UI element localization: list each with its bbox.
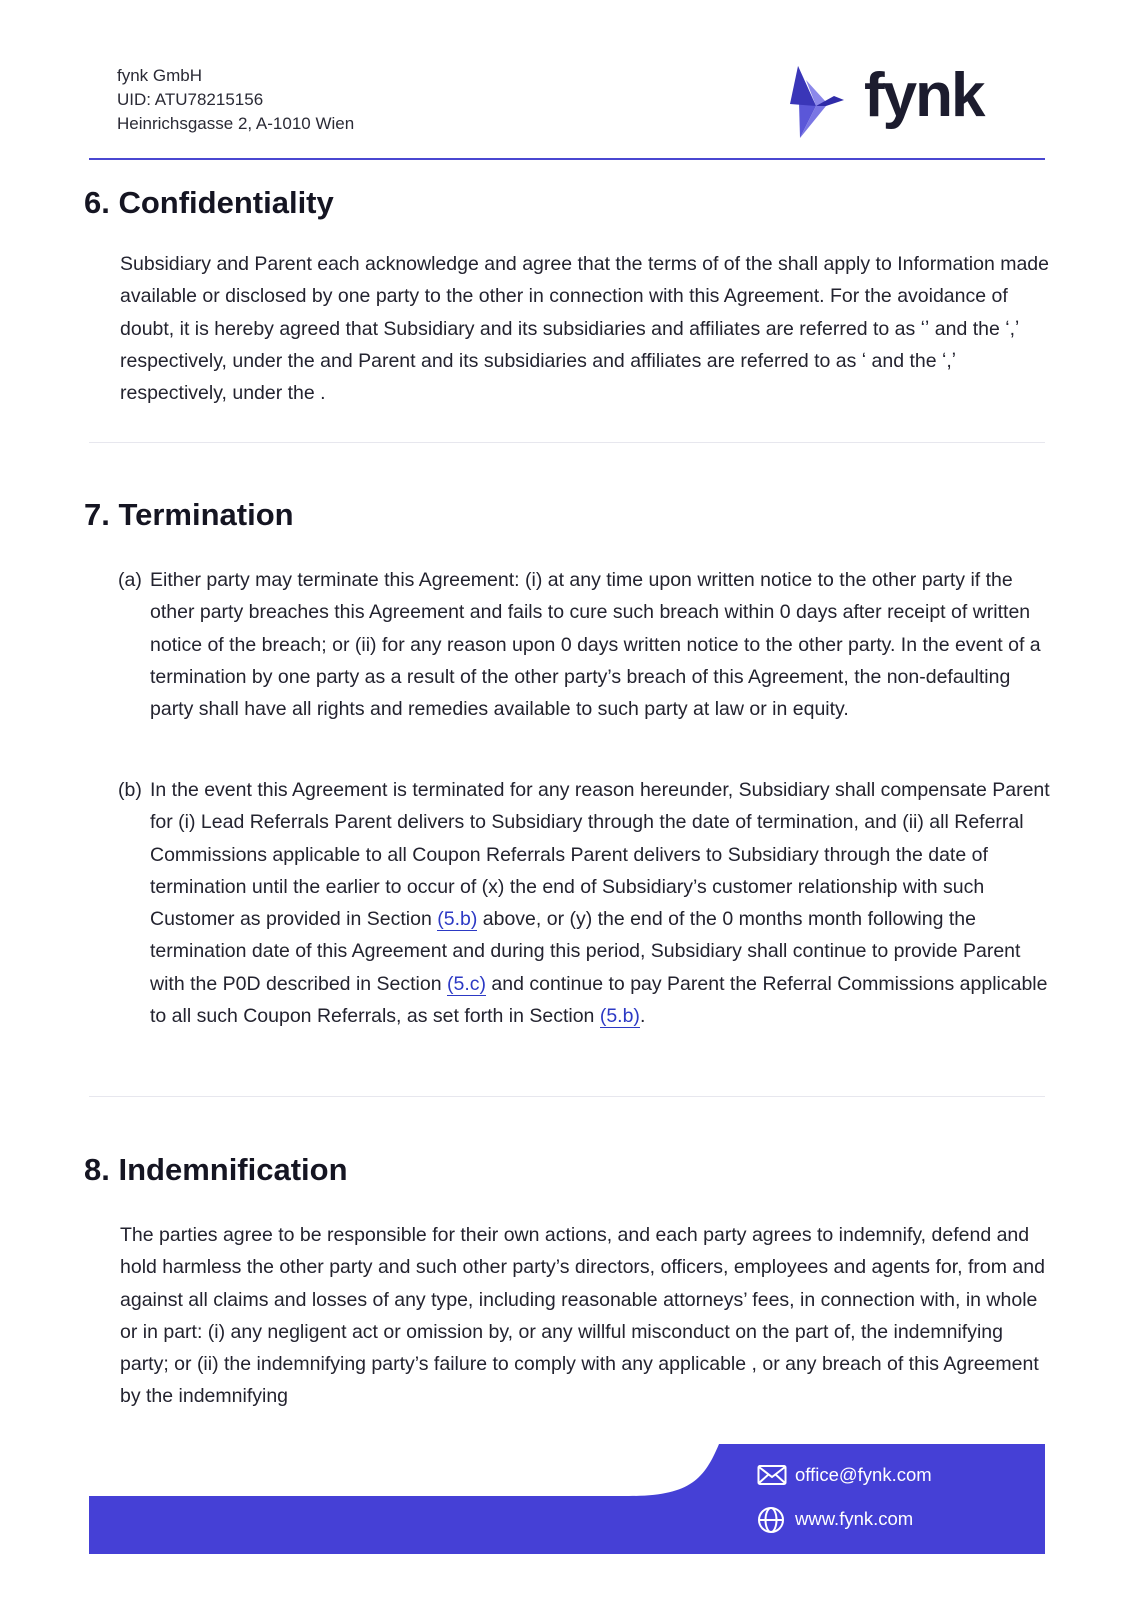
section-title-indemnification: 8. Indemnification <box>84 1152 348 1187</box>
clause-marker: (b) <box>118 779 142 801</box>
indemnification-paragraph: The parties agree to be responsible for their own actions, and each party agrees to indemnify, defend and hold harmless the other party and such other party’s directors, officers, employees and agents for, from and against all claims and losses of any type, including reasonable attorneys’ fees, in connection with, in whole or in part: (i) any negligent act or omission by, or any willful misconduct on the part of, the indemnifying party; or (ii) the indemnifying party’s failure to comply with any applicable , or any breach of this Agreement by the indemnifying <box>120 1224 1045 1408</box>
section-title-confidentiality: 6. Confidentiality <box>84 185 334 220</box>
company-address: Heinrichsgasse 2, A-1010 Wien <box>117 114 355 133</box>
footer-bar <box>89 1444 1045 1554</box>
header-divider <box>89 158 1045 160</box>
footer-email-text[interactable]: office@fynk.com <box>795 1464 932 1485</box>
company-info <box>117 64 354 136</box>
clause-a-text: Either party may terminate this Agreement: (i) at any time upon written notice to the other party if the other party breaches this Agreement and fails to cure such breach within 0 days after receipt of written notice of the breach; or (ii) for any reason upon 0 days written notice to the other party. In the event of a termination by one party as a result of the other party’s breach of this Agreement, the non-defaulting party shall have all rights and remedies available to such party at law or in equity. <box>150 569 1041 721</box>
company-name: fynk GmbH <box>117 66 203 85</box>
clause-b-text-3: and continue to pay Parent the Referral Commissions applicable to all such Coupon Referrals, as set forth in Section <box>150 972 1048 1028</box>
clause-b-text-1: In the event this Agreement is terminated for any reason hereunder, Subsidiary shall compensate Parent for (i) Lead Referrals Parent delivers to Subsidiary through the date of termination, and (ii) all Referral Commissions applicable to all Coupon Referrals Parent delivers to Subsidiary through the date of termination until the earlier to occur of (x) the end of Subsidiary’s customer relationship with such Customer as provided in Section <box>150 779 1050 931</box>
confidentiality-paragraph: Subsidiary and Parent each acknowledge and agree that the terms of of the shall apply to Information made available or disclosed by one party to the other in connection with this Agreement. For the avoidance of doubt, it is hereby agreed that Subsidiary and its subsidiaries and affiliates are referred to as ʻʼ and the ʻ,ʼ respectively, under the and Parent and its subsidiaries and affiliates are referred to as ʻ and the ʻ,ʼ respectively, under the . <box>120 253 1049 405</box>
clause-b-text-4: . <box>639 1005 646 1028</box>
section-divider <box>89 1096 1045 1097</box>
section-title-termination: 7. Termination <box>84 497 294 532</box>
footer-website-text[interactable]: www.fynk.com <box>795 1508 914 1529</box>
bird-logo-icon <box>786 62 850 142</box>
section-divider <box>89 442 1045 443</box>
clause-b-text-2: above, or (y) the end of the 0 months month following the termination date of this Agreement and during this period, Subsidiary shall continue to provide Parent with the P0D described in Section <box>150 908 1021 995</box>
envelope-icon <box>757 1462 787 1488</box>
clause-marker: (a) <box>118 569 142 591</box>
termination-clause-b <box>118 774 1055 1032</box>
footer-background <box>89 1444 1045 1554</box>
fynk-logo <box>806 62 1006 142</box>
globe-icon <box>757 1506 785 1534</box>
section-link-5c[interactable]: (5.c) <box>447 972 486 995</box>
section-link-5b[interactable]: (5.b) <box>599 1005 640 1028</box>
termination-clause-a <box>118 564 1055 725</box>
logo-wordmark: fynk <box>864 61 984 130</box>
company-uid: UID: ATU78215156 <box>117 90 264 109</box>
section-link-5b[interactable]: (5.b) <box>437 908 478 931</box>
